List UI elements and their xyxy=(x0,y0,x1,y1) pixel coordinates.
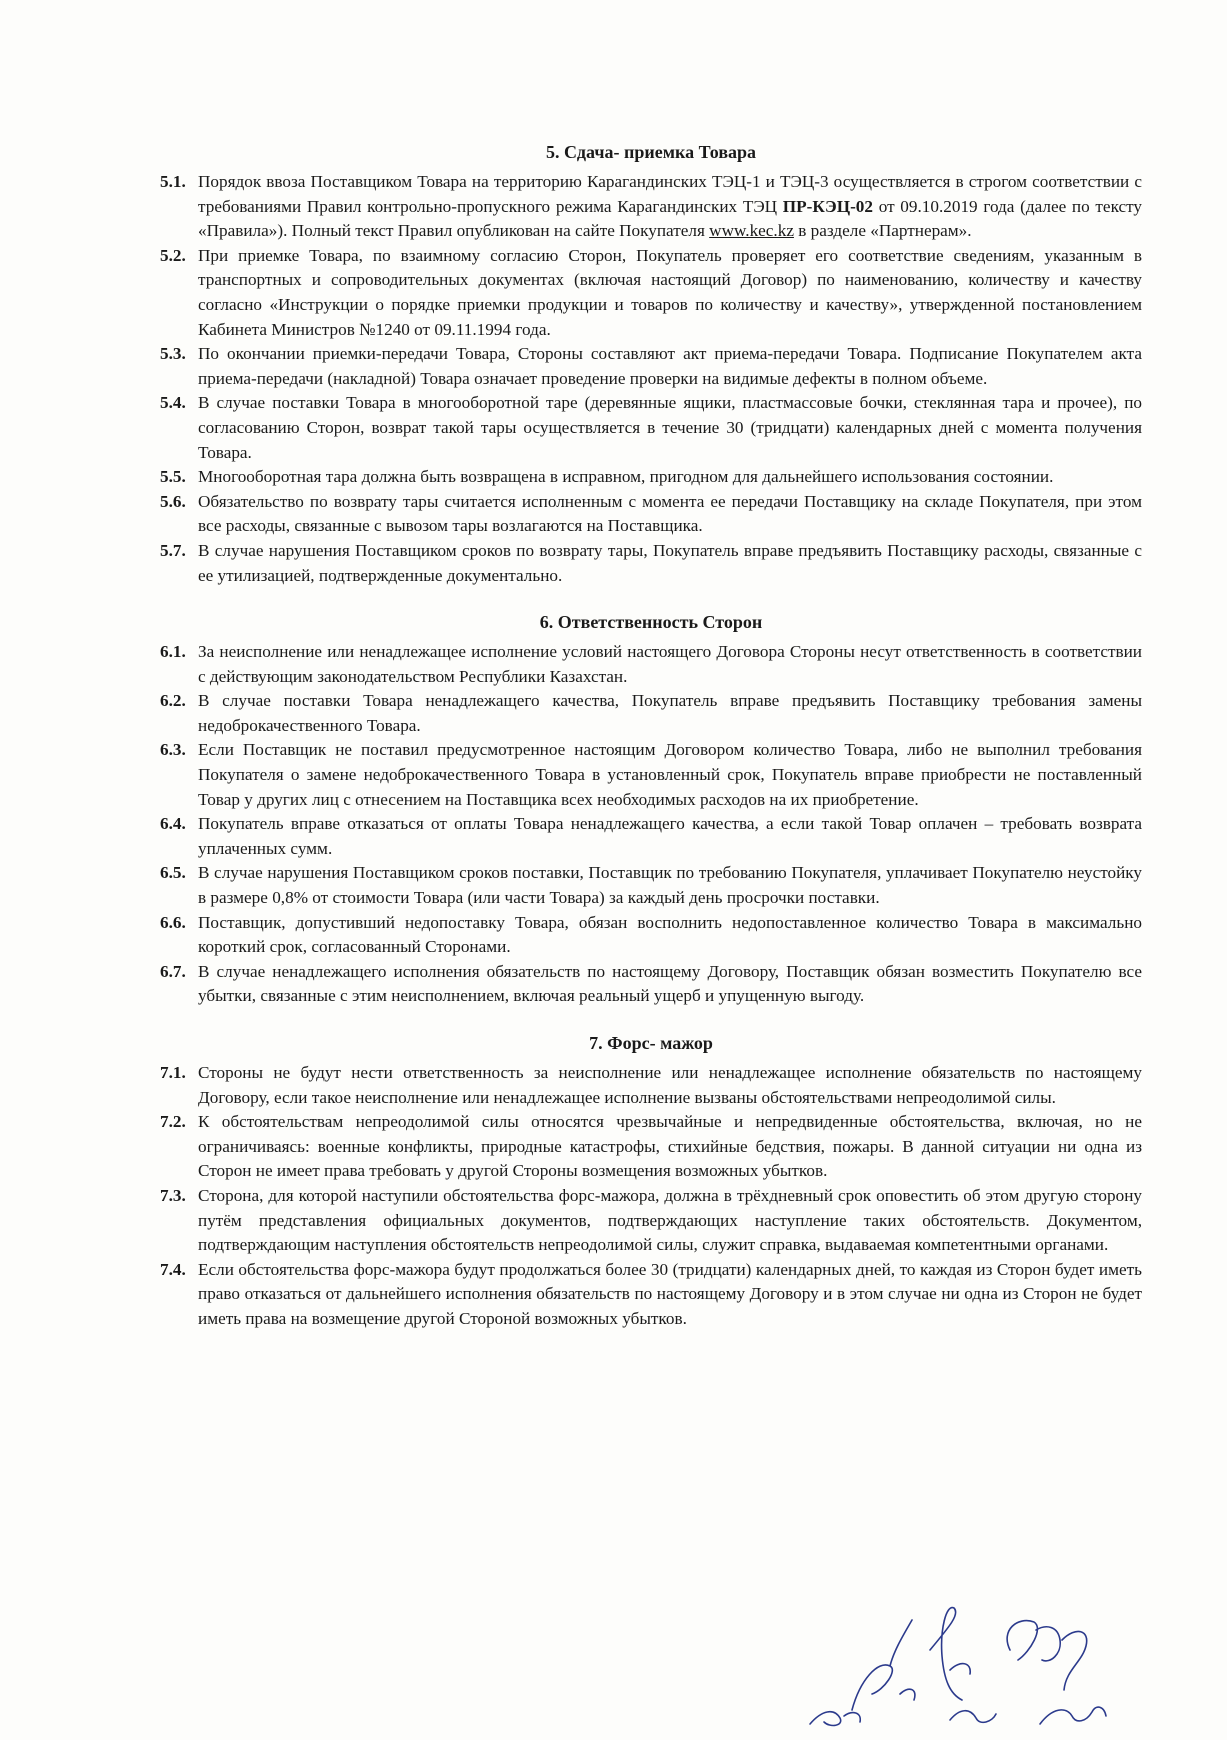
clause-text: В случае ненадлежащего исполнения обязательств по настоящему Договору, Поставщик обязан возместить Покупателю все убытки, связанные с этим неисполнением, включая реальный ущерб и упущенную выгоду. xyxy=(198,961,1142,1006)
clause-number: 7.1. xyxy=(160,1063,186,1082)
clause-number: 6.2. xyxy=(160,691,186,711)
clause-text: Если обстоятельства форс-мажора будут продолжаться более 30 (тридцати) календарных дней, то каждая из Сторон будет иметь право отказаться от дальнейшего исполнения обязательств по настоящему Договору и в этом случае ни одна из Сторон не будет иметь права на возмещение другой Стороной возможных убытков. xyxy=(198,1259,1142,1328)
document-body xyxy=(160,140,1142,1354)
clause-text: В случае нарушения Поставщиком сроков поставки, Поставщик по требованию Покупателя, уплачивает Покупателю неустойку в размере 0,8% от стоимости Товара (или части Товара) за каждый день просрочки поставки. xyxy=(198,863,1142,908)
clause-5-3 xyxy=(160,342,1142,391)
clause-text: Сторона, для которой наступили обстоятельства форс-мажора, должна в трёхдневный срок оповестить об этом другую сторону путём представления официальных документов, подтверждающих наступление таких обстоятельств. Документом, подтверждающим наступления обстоятельств непреодолимой силы, служит справка, выдаваемая компетентными органами. xyxy=(198,1185,1142,1255)
signature-6 xyxy=(1040,1707,1106,1724)
clause-text-part: Порядок ввоза Поставщиком Товара на территорию Карагандинских ТЭЦ-1 и ТЭЦ-3 осуществляется в строгом соответствии с требованиями Правил контрольно-пропускного режима Карагандинских ТЭЦ xyxy=(198,172,1142,216)
clause-number: 7.2. xyxy=(160,1112,186,1132)
clause-number: 5.4. xyxy=(160,393,186,413)
clause-5-2 xyxy=(160,244,1142,342)
signature-5 xyxy=(950,1711,996,1723)
clause-text: В случае поставки Товара ненадлежащего качества, Покупатель вправе предъявить Поставщику требования замены недоброкачественного Товара. xyxy=(198,691,1142,735)
signature-2 xyxy=(930,1608,970,1700)
clause-6-2 xyxy=(160,689,1142,738)
signature-4 xyxy=(810,1712,860,1726)
clause-text: Обязательство по возврату тары считается исполненным с момента ее передачи Поставщику на складе Покупателя, при этом все расходы, связанные с вывозом тары возлагаются на Поставщика. xyxy=(198,491,1142,536)
clause-5-7 xyxy=(160,539,1142,588)
clause-text: Поставщик, допустивший недопоставку Товара, обязан восполнить недопоставленное количество Товара в максимально короткий срок, согласованный Сторонами. xyxy=(198,912,1142,957)
clause-7-1 xyxy=(160,1061,1142,1110)
clause-text-part: в разделе «Партнерам». xyxy=(793,221,972,241)
clause-5-6 xyxy=(160,490,1142,539)
section-5 xyxy=(160,140,1142,588)
clause-number: 6.4. xyxy=(160,814,186,834)
clause-number: 5.5. xyxy=(160,467,186,487)
clause-6-4 xyxy=(160,812,1142,861)
clause-text: За неисполнение или ненадлежащее исполнение условий настоящего Договора Стороны несут ответственность в соответствии с действующим законодательством Республики Казахстан. xyxy=(198,642,1142,686)
section-7 xyxy=(160,1031,1142,1332)
clause-text: К обстоятельствам непреодолимой силы относятся чрезвычайные и непредвиденные обстоятельства, включая, но не ограничиваясь: военные конфликты, природные катастрофы, стихийные бедствия, пожары. В данной ситуации ни одна из Сторон не имеет права требовать у другой Стороны возмещения возможных убытков. xyxy=(198,1112,1142,1181)
signatures xyxy=(800,1590,1200,1730)
clause-number: 7.4. xyxy=(160,1259,186,1279)
clause-text: Если Поставщик не поставил предусмотренное настоящим Договором количество Товара, либо не выполнил требования Покупателя о замене недоброкачественного Товара в установленный срок, Покупатель вправе приобрести не поставленный Товар у других лиц с отнесением на Поставщика всех необходимых расходов на их приобретение. xyxy=(198,740,1142,809)
clause-5-5 xyxy=(160,465,1142,490)
clause-number: 6.5. xyxy=(160,863,186,883)
clause-5-4 xyxy=(160,391,1142,465)
rules-code: ПР-КЭЦ-02 xyxy=(782,196,873,216)
clause-5-1 xyxy=(160,170,1142,244)
clause-6-1 xyxy=(160,640,1142,689)
signature-3 xyxy=(1007,1621,1087,1690)
clause-7-3 xyxy=(160,1184,1142,1258)
clause-6-3 xyxy=(160,738,1142,812)
website-link[interactable]: www.kec.kz xyxy=(709,221,794,241)
clause-number: 5.3. xyxy=(160,344,186,364)
clause-7-2 xyxy=(160,1110,1142,1184)
clause-text xyxy=(198,170,1142,244)
clause-6-7 xyxy=(160,960,1142,1009)
clause-6-5 xyxy=(160,861,1142,910)
section-title: 7. Форс- мажор xyxy=(589,1033,713,1053)
clause-text: Многооборотная тара должна быть возвращена в исправном, пригодном для дальнейшего использования состоянии. xyxy=(198,467,1054,487)
clause-number: 5.2. xyxy=(160,245,186,265)
clause-7-4 xyxy=(160,1258,1142,1332)
clause-text: В случае нарушения Поставщиком сроков по возврату тары, Покупатель вправе предъявить Поставщику расходы, связанные с ее утилизацией, подтвержденные документально. xyxy=(198,540,1142,585)
clause-number: 5.1. xyxy=(160,172,186,191)
clause-text: Покупатель вправе отказаться от оплаты Товара ненадлежащего качества, а если такой Товар оплачен – требовать возврата уплаченных сумм. xyxy=(198,814,1142,858)
section-title: 6. Ответственность Сторон xyxy=(539,612,763,633)
clause-number: 6.1. xyxy=(160,642,186,662)
signature-1 xyxy=(852,1620,915,1710)
clause-text-part: от 09.10.2019 года (далее по тексту «Правила»). Полный текст Правил опубликован на сайте Покупателя xyxy=(198,196,1142,241)
clause-text: Стороны не будут нести ответственность за неисполнение или ненадлежащее исполнение обязательств по настоящему Договору, если такое неисполнение или ненадлежащее исполнение вызваны обстоятельствами непреодолимой силы. xyxy=(198,1063,1142,1107)
section-title: 5. Сдача- приемка Товара xyxy=(545,142,757,162)
clause-text: По окончании приемки-передачи Товара, Стороны составляют акт приема-передачи Товара. Подписание Покупателем акта приема-передачи (накладной) Товара означает проведение проверки на видимые дефекты в полном объеме. xyxy=(198,344,1142,388)
section-6 xyxy=(160,610,1142,1009)
clause-text: В случае поставки Товара в многооборотной таре (деревянные ящики, пластмассовые бочки, стеклянная тара и прочее), по согласованию Сторон, возврат такой тары осуществляется в течение 30 (тридцати) календарных дней с момента получения Товара. xyxy=(198,393,1142,462)
clause-number: 6.6. xyxy=(160,912,186,932)
clause-text: При приемке Товара, по взаимному согласию Сторон, Покупатель проверяет его соответствие сведениям, указанным в транспортных и сопроводительных документах (включая настоящий Договор) по наименованию, количеству и качеству согласно «Инструкции о порядке приемки продукции и товаров по количеству и качеству», утвержденной постановлением Кабинета Министров №1240 от 09.11.1994 года. xyxy=(198,245,1142,339)
clause-6-6 xyxy=(160,911,1142,960)
clause-number: 7.3. xyxy=(160,1185,186,1205)
clause-number: 6.7. xyxy=(160,961,186,981)
clause-number: 5.6. xyxy=(160,491,186,511)
clause-number: 5.7. xyxy=(160,540,186,560)
clause-number: 6.3. xyxy=(160,740,186,760)
